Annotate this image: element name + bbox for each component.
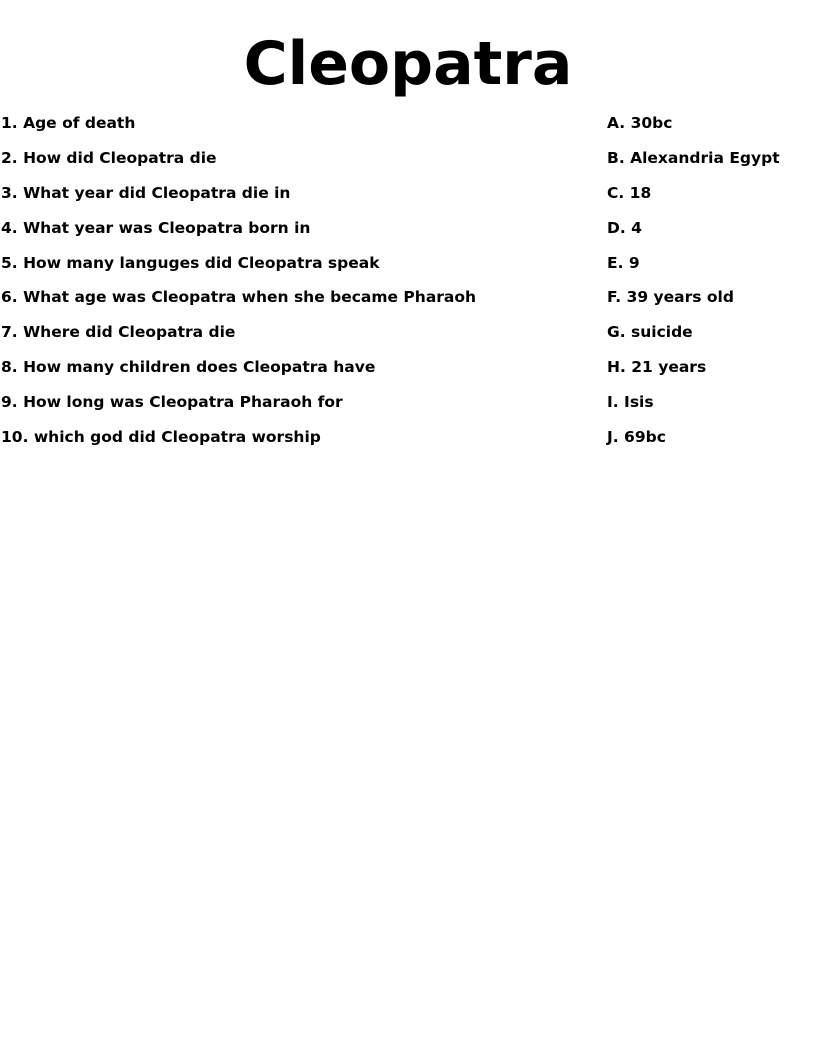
list-item bbox=[0, 286, 816, 321]
list-item bbox=[0, 356, 816, 391]
question-text: 8. How many children does Cleopatra have bbox=[1, 358, 376, 377]
answer-option: J. 69bc bbox=[607, 428, 666, 447]
page-title: Cleopatra bbox=[243, 29, 573, 99]
list-item bbox=[0, 217, 816, 252]
answer-option: C. 18 bbox=[607, 183, 652, 202]
list-item bbox=[0, 391, 816, 426]
answer-option: H. 21 years bbox=[607, 358, 707, 377]
question-text: 6. What age was Cleopatra when she became Pharaoh bbox=[1, 288, 477, 307]
answer-option: E. 9 bbox=[607, 253, 640, 272]
answer-option: D. 4 bbox=[607, 218, 642, 237]
answer-option: B. Alexandria Egypt bbox=[607, 148, 780, 167]
question-text: 9. How long was Cleopatra Pharaoh for bbox=[1, 393, 343, 412]
list-item bbox=[0, 426, 816, 461]
answer-option: G. suicide bbox=[607, 323, 693, 342]
list-item bbox=[0, 112, 816, 147]
list-item bbox=[0, 182, 816, 217]
question-text: 5. How many languges did Cleopatra speak bbox=[1, 253, 380, 272]
list-item bbox=[0, 147, 816, 182]
question-text: 2. How did Cleopatra die bbox=[1, 148, 217, 167]
answer-option: F. 39 years old bbox=[607, 288, 734, 307]
list-item bbox=[0, 252, 816, 287]
question-text: 7. Where did Cleopatra die bbox=[1, 323, 236, 342]
question-text: 4. What year was Cleopatra born in bbox=[1, 218, 311, 237]
answer-option: I. Isis bbox=[607, 393, 654, 412]
list-item bbox=[0, 321, 816, 356]
matching-list bbox=[0, 112, 816, 461]
question-text: 3. What year did Cleopatra die in bbox=[1, 183, 291, 202]
question-text: 1. Age of death bbox=[1, 114, 136, 132]
answer-option: A. 30bc bbox=[607, 114, 673, 132]
question-text: 10. which god did Cleopatra worship bbox=[1, 428, 321, 447]
